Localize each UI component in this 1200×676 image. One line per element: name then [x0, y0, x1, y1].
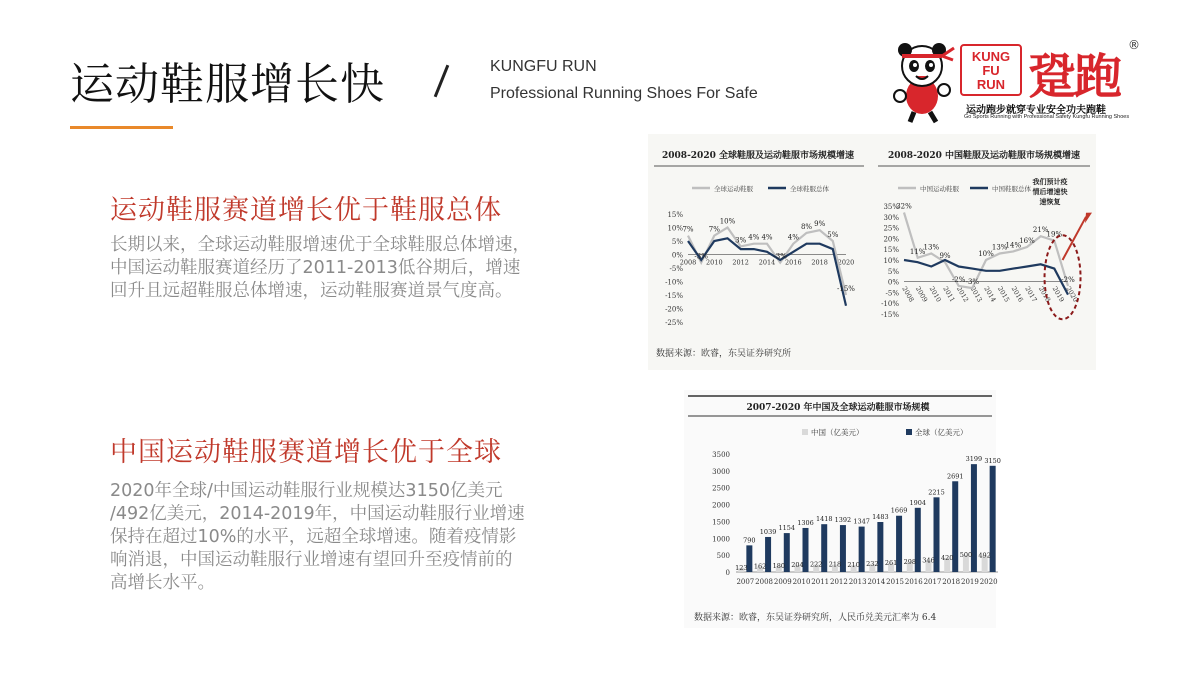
chart-title: 2007-2020 年中国及全球运动鞋服市场规模 [746, 403, 930, 413]
data-label: -2% [1061, 275, 1075, 284]
chart-global-growth [648, 134, 870, 370]
annotation-text: 速恢复 [1039, 197, 1061, 206]
bar-label-china: 162 [753, 562, 767, 571]
bar-label-china: 500 [959, 551, 973, 560]
y-tick-label: -25% [665, 319, 683, 327]
x-tick-label: 2008 [679, 258, 697, 267]
data-label: 14% [1005, 241, 1022, 250]
y-tick-label: 20% [883, 235, 899, 244]
annotation-text: 我们预计疫 [1032, 177, 1068, 186]
bar-label-china: 261 [884, 559, 898, 568]
logo-slogan-en: Go Sports Running with Professional Safety Kungfu Running Shoes [964, 114, 1130, 120]
x-tick-label: 2010 [927, 285, 943, 304]
x-tick-label: 2018 [811, 258, 828, 267]
data-label: 4% [761, 233, 773, 242]
y-tick-label: 0% [671, 251, 683, 260]
y-tick-label: 10% [883, 257, 899, 265]
bar-label-global: 1347 [853, 517, 870, 526]
recovery-arrow [1063, 217, 1086, 260]
body-line: 保持在超过10%的水平，远超全球增速。随着疫情影 [110, 527, 517, 547]
recovery-arrow-head [1085, 213, 1092, 223]
x-tick-label: 2016 [1009, 285, 1025, 304]
y-tick-label: 1500 [712, 518, 730, 527]
chart-china-growth [872, 134, 1096, 370]
y-tick-label: 1000 [712, 535, 730, 544]
data-label: -3% [694, 252, 708, 261]
data-label: -3% [773, 252, 787, 261]
x-tick-label: 2020 [1064, 285, 1080, 304]
data-label: 10% [719, 217, 736, 226]
x-tick-label: 2013 [968, 285, 984, 304]
x-tick-label: 2010 [706, 258, 723, 267]
x-tick-label: 2014 [982, 285, 998, 304]
body-line: 2020年全球/中国运动鞋服行业规模达3150亿美元 [110, 481, 503, 501]
bar-label-global: 1483 [872, 513, 889, 522]
page-title: 运动鞋服增长快 [70, 59, 385, 110]
legend-label: 全球运动鞋服 [714, 185, 753, 193]
title-divider [434, 65, 450, 98]
y-tick-label: 2500 [712, 484, 730, 493]
data-label: 13% [923, 243, 940, 252]
y-tick-label: 0 [725, 569, 730, 577]
x-tick-label: 2008 [900, 285, 916, 304]
y-tick-label: 3000 [712, 467, 730, 476]
x-tick-label: 2010 [792, 578, 811, 586]
bar-label-china: 420 [941, 553, 954, 562]
title-accent-line [70, 126, 173, 129]
y-tick-label: 2000 [712, 501, 730, 510]
logo-box-line: FU [982, 63, 1000, 78]
y-tick-label: 25% [883, 224, 899, 233]
bar-label-global: 1904 [909, 498, 927, 507]
data-label: 3% [735, 236, 747, 245]
data-label: 4% [787, 233, 799, 242]
data-label: 9% [814, 220, 826, 229]
body-line: 响消退，中国运动鞋服行业增速有望回升至疫情前的 [110, 550, 513, 570]
x-tick-label: 2012 [830, 578, 848, 586]
data-label: 10% [978, 250, 994, 258]
x-tick-label: 2017 [923, 578, 942, 586]
data-label: -2% [951, 275, 966, 284]
legend-label: 中国运动鞋服 [920, 185, 959, 193]
data-label: 11% [909, 247, 926, 256]
y-tick-label: 15% [883, 246, 899, 255]
section-body-2 [110, 480, 525, 595]
bar-label-global: 3150 [984, 456, 1001, 465]
bar-label-global: 790 [743, 536, 756, 545]
bar-label-china: 123 [735, 563, 748, 572]
y-tick-label: -5% [885, 289, 899, 298]
section-body-1 [110, 234, 530, 303]
data-label: -15% [837, 285, 855, 293]
logo-slogan: 运动跑步就穿专业安全功夫跑鞋 [966, 105, 1106, 116]
x-tick-label: 2015 [995, 285, 1012, 304]
bar-label-china: 232 [866, 560, 879, 569]
body-line: 中国运动鞋服赛道经历了2011-2013低谷期后，增速 [110, 258, 521, 278]
x-tick-label: 2016 [785, 258, 802, 267]
panda-mascot-icon [890, 38, 956, 124]
y-tick-label: 5% [671, 238, 683, 246]
chart-title: 2008-2020 全球鞋服及运动鞋服市场规模增速 [662, 151, 854, 161]
brand-name: KUNGFU RUN [490, 58, 597, 75]
bar-label-china: 210 [847, 560, 860, 569]
legend-label: 全球（亿美元） [915, 428, 968, 437]
data-label: 9% [939, 252, 951, 261]
body-line: 长期以来，全球运动鞋服增速优于全球鞋服总体增速， [110, 235, 530, 255]
data-label: 7% [708, 225, 720, 234]
registered-mark: ® [1128, 38, 1140, 52]
x-tick-label: 2016 [904, 578, 923, 586]
data-label: 21% [1032, 226, 1049, 235]
y-tick-label: 3500 [712, 451, 730, 459]
x-tick-label: 2009 [773, 578, 792, 586]
data-label: 4% [748, 233, 760, 242]
section-heading-1: 运动鞋服赛道增长优于鞋服总体 [110, 195, 502, 226]
legend-label: 中国鞋服总体 [992, 185, 1031, 193]
bar-label-china: 222 [810, 560, 823, 569]
x-tick-label: 2019 [961, 578, 979, 586]
x-tick-label: 2011 [811, 578, 830, 586]
x-tick-label: 2011 [941, 285, 957, 304]
bar-label-global: 2691 [946, 472, 964, 481]
logo-box-line: RUN [976, 77, 1006, 92]
x-tick-label: 2009 [913, 285, 930, 304]
y-tick-label: -10% [881, 300, 899, 309]
y-tick-label: 15% [667, 211, 683, 219]
y-tick-label: 30% [883, 213, 899, 222]
data-label: 16% [1019, 237, 1035, 246]
y-tick-label: -10% [665, 278, 683, 287]
y-tick-label: -15% [881, 311, 899, 319]
data-label: 32% [896, 202, 912, 211]
chart-market-size [684, 390, 1001, 614]
series-line [688, 238, 846, 305]
logo-chinese-name: 跫跑 [1028, 49, 1121, 105]
bar-label-china: 204 [791, 561, 804, 570]
y-tick-label: 5% [887, 267, 899, 276]
x-tick-label: 2017 [1023, 285, 1039, 304]
legend-swatch [802, 429, 808, 435]
x-tick-label: 2012 [732, 258, 749, 267]
section-heading-2: 中国运动鞋服赛道增长优于全球 [110, 437, 502, 468]
bar-label-global: 1039 [759, 527, 777, 536]
bar-label-global: 1669 [890, 506, 908, 515]
y-tick-label: 500 [716, 552, 730, 561]
bar-label-global: 3199 [965, 455, 983, 464]
x-tick-label: 2018 [1036, 285, 1053, 304]
data-label: 19% [1046, 230, 1063, 239]
data-label: -3% [965, 278, 980, 287]
brand-tagline: Professional Running Shoes For Safe [490, 85, 758, 102]
data-label: 8% [800, 222, 813, 231]
legend-label: 全球鞋服总体 [790, 185, 829, 193]
x-tick-label: 2012 [954, 285, 971, 304]
chart-source-bottom: 数据来源：欧睿，东吴证券研究所，人民币兑美元汇率为 6.4 [694, 613, 937, 623]
legend-label: 中国（亿美元） [811, 428, 864, 437]
y-tick-label: -20% [665, 305, 683, 314]
body-line: 高增长水平。 [110, 573, 215, 593]
x-tick-label: 2008 [755, 578, 773, 586]
data-label: 7% [682, 225, 694, 234]
bar-label-china: 346 [922, 556, 935, 565]
y-tick-label: -5% [669, 265, 683, 273]
x-tick-label: 2015 [886, 578, 904, 586]
data-label: 5% [827, 231, 839, 239]
bar-label-global: 1418 [815, 515, 833, 524]
bar-label-china: 298 [903, 557, 916, 566]
x-tick-label: 2014 [867, 578, 886, 586]
chart-title: 2008-2020 中国鞋服及运动鞋服市场规模增速 [888, 151, 1080, 161]
bar-label-china: 180 [772, 561, 785, 570]
y-tick-label: 35% [883, 203, 899, 211]
x-tick-label: 2018 [942, 578, 961, 586]
annotation-text: 情后增速快 [1032, 187, 1068, 196]
logo-kungfu-run-box [960, 44, 1022, 96]
chart-source-top: 数据来源：欧睿，东吴证券研究所 [656, 349, 792, 359]
bar-label-global: 1392 [834, 516, 852, 525]
y-tick-label: -15% [665, 292, 683, 300]
y-tick-label: 0% [887, 278, 899, 287]
x-tick-label: 2007 [736, 578, 755, 586]
bar-label-global: 2215 [928, 488, 945, 497]
data-label: 13% [991, 243, 1008, 252]
x-tick-label: 2014 [758, 258, 776, 267]
legend-swatch [906, 429, 912, 435]
logo-box-line: KUNG [971, 49, 1011, 64]
bar-label-china: 492 [978, 551, 991, 560]
x-tick-label: 2013 [848, 578, 867, 586]
x-tick-label: 2019 [1050, 285, 1066, 304]
body-line: /492亿美元，2014-2019年，中国运动鞋服行业增速 [110, 504, 525, 524]
bar-label-global: 1154 [778, 524, 796, 533]
y-tick-label: 10% [667, 224, 683, 233]
bar-label-china: 218 [828, 560, 842, 569]
bar-label-global: 1306 [797, 518, 814, 527]
x-tick-label: 2020 [837, 258, 855, 267]
x-tick-label: 2020 [979, 578, 998, 586]
body-line: 回升且远超鞋服总体增速，运动鞋服赛道景气度高。 [110, 281, 513, 301]
